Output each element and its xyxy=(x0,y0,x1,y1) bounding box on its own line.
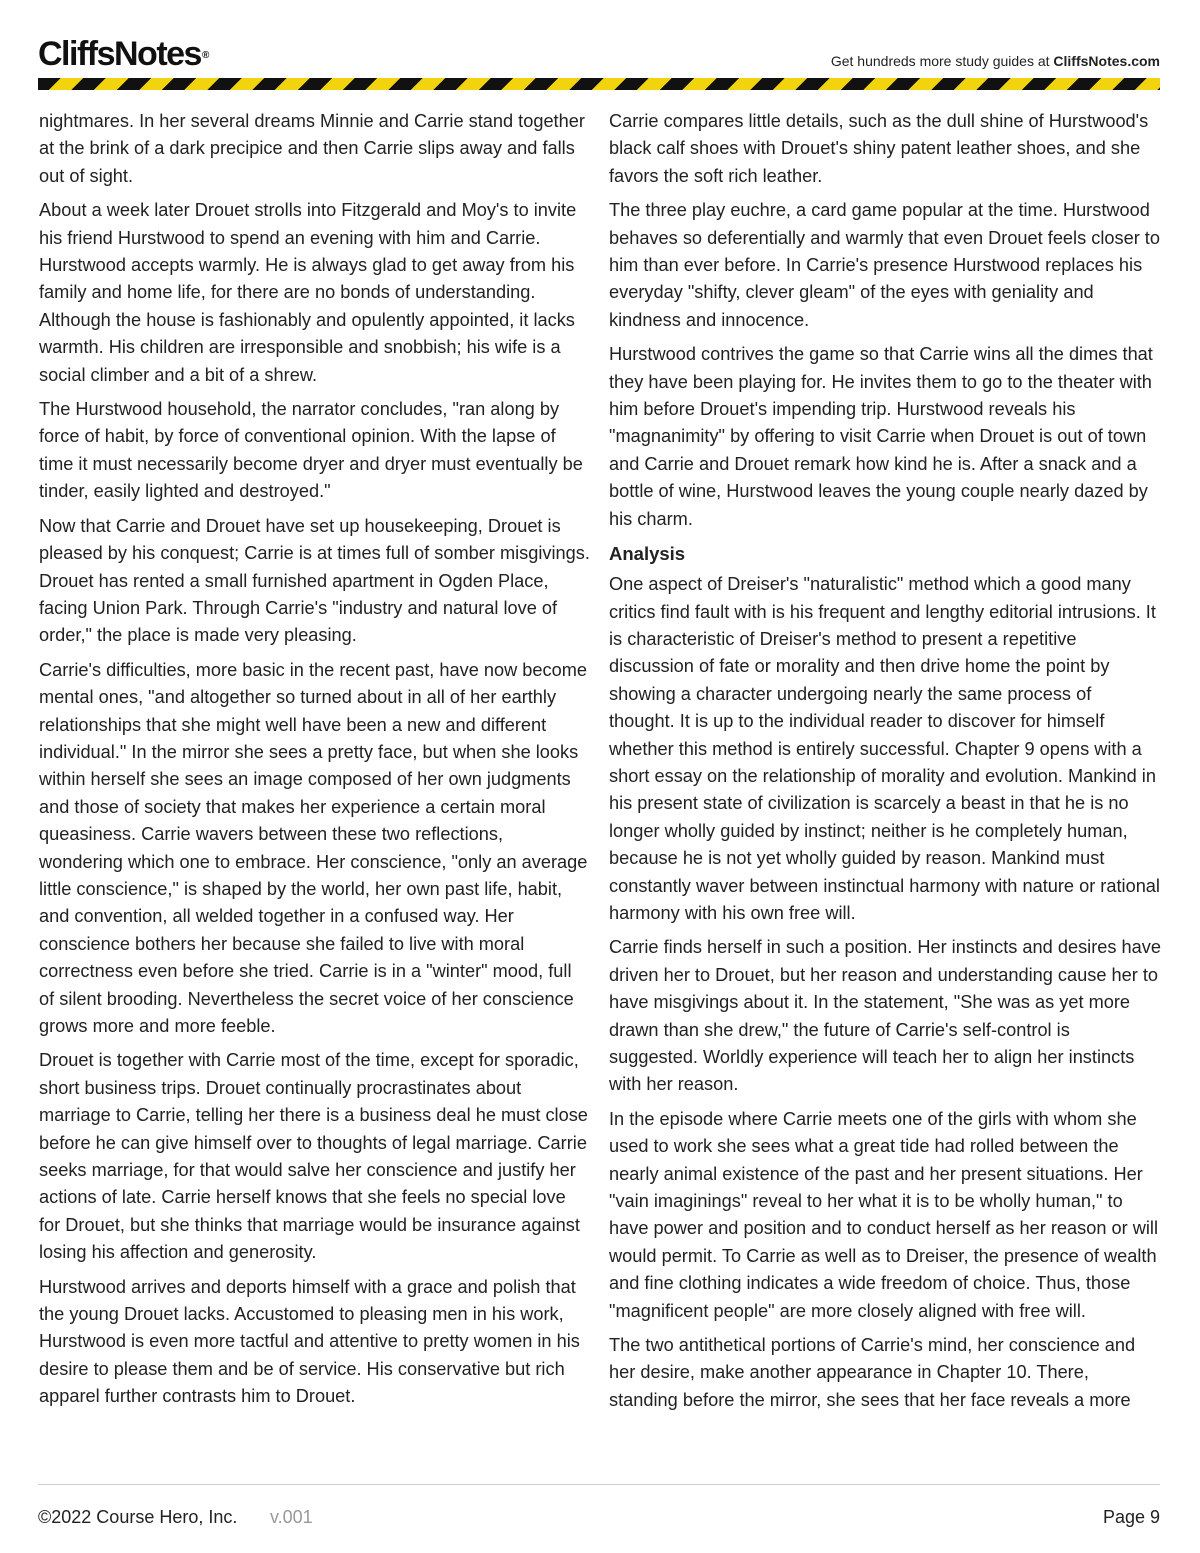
paragraph: The Hurstwood household, the narrator concludes, "ran along by force of habit, by force of conventional opinion. With the lapse of time it must necessarily become dryer and dryer must eventually be tinder, easily lighted and destroyed." xyxy=(39,399,583,502)
footer-divider xyxy=(38,1484,1160,1485)
hazard-stripe-divider xyxy=(38,78,1160,90)
tagline-text: Get hundreds more study guides at xyxy=(830,53,1054,69)
right-column xyxy=(609,108,1161,1421)
left-column xyxy=(39,108,591,1418)
logo-text: CliffsNotes xyxy=(38,35,201,73)
paragraph: Carrie's difficulties, more basic in the recent past, have now become mental ones, "and altogether so turned about in all of her earthly relationships that she might well have been a new and different individual." In the mirror she sees a pretty face, but when she looks within herself she sees an image composed of her own judgments and those of society that makes her experience a certain moral queasiness. Carrie wavers between these two reflections, wondering which one to embrace. Her conscience, "only an average little conscience," is shaped by the world, her own past life, habit, and convention, all welded together in a confused way. Her conscience bothers her because she failed to live with moral correctness even before she tried. Carrie is in a "winter" mood, full of silent brooding. Nevertheless the secret voice of her conscience grows more and more feeble. xyxy=(39,659,588,1036)
paragraph: The two antithetical portions of Carrie's mind, her conscience and her desire, make another appearance in Chapter 10. There, standing before the mirror, she sees that her face reveals a more xyxy=(609,1335,1136,1410)
paragraph: One aspect of Dreiser's "naturalistic" method which a good many critics find fault with is his frequent and lengthy editorial intrusions. It is characteristic of Dreiser's method to present a repetitive discussion of fate or morality and then drive home the point by showing a character undergoing nearly the same process of thought. It is up to the individual reader to discover for himself whether this method is entirely successful. Chapter 9 opens with a short essay on the relationship of morality and evolution. Mankind in his present state of civilization is scarcely a beast in that he is no longer wholly guided by instinct; neither is he completely human, because he is not yet wholly guided by reason. Mankind must constantly waver between instinctual harmony with nature or rational harmony with his own free will. xyxy=(609,574,1160,923)
paragraph: The three play euchre, a card game popular at the time. Hurstwood behaves so deferentially and warmly that even Drouet feels closer to him than ever before. In Carrie's presence Hurstwood replaces his everyday "shifty, clever gleam" of the eyes with geniality and kindness and innocence. xyxy=(609,200,1160,330)
header-tagline xyxy=(831,52,1160,70)
paragraph: Now that Carrie and Drouet have set up housekeeping, Drouet is pleased by his conquest; Carrie is at times full of somber misgivings. Drouet has rented a small furnished apartment in Ogden Place, facing Union Park. Through Carrie's "industry and natural love of order," the place is made very pleasing. xyxy=(39,515,590,646)
paragraph: Carrie compares little details, such as the dull shine of Hurstwood's black calf shoes with Drouet's shiny patent leather shoes, and she favors the soft rich leather. xyxy=(609,111,1149,186)
paragraph: About a week later Drouet strolls into Fitzgerald and Moy's to invite his friend Hurstwood to spend an evening with him and Carrie. Hurstwood accepts warmly. He is always glad to get away from his family and home life, for there are no bonds of understanding. Although the house is fashionably and opulently appointed, it lacks warmth. His children are irresponsible and snobbish; his wife is a social climber and a bit of a shrew. xyxy=(39,200,577,385)
registered-mark: ® xyxy=(201,50,210,61)
page-number: Page 9 xyxy=(1102,1507,1160,1527)
paragraph: In the episode where Carrie meets one of the girls with whom she used to work she sees what a great tide had rolled between the nearly animal existence of the past and her present situations. Her "vain imaginings" reveal to her what it is to be wholly human," to have power and position and to conduct herself as her reason or will would permit. To Carrie as well as to Dreiser, the presence of wealth and fine clothing indicates a wide freedom of choice. Thus, those "magnificent people" are more closely aligned with free will. xyxy=(609,1108,1158,1321)
paragraph: Carrie finds herself in such a position. Her instincts and desires have driven her to Drouet, but her reason and understanding cause her to have misgivings about it. In the statement, "She was as yet more drawn than she drew," the future of Carrie's self-control is suggested. Worldly experience will teach her to align her instincts with her reason. xyxy=(609,937,1161,1095)
paragraph: Drouet is together with Carrie most of the time, except for sporadic, short business trips. Drouet continually procrastinates about marriage to Carrie, telling her there is a business deal he must close before he can give himself over to thoughts of legal marriage. Carrie seeks marriage, for that would salve her conscience and justify her actions of late. Carrie herself knows that she feels no special love for Drouet, but she thinks that marriage would be insurance against losing his affection and generosity. xyxy=(39,1050,588,1263)
analysis-heading: Analysis xyxy=(609,543,686,565)
paragraph: Hurstwood contrives the game so that Carrie wins all the dimes that they have been playing for. He invites them to go to the theater with him before Drouet's impending trip. Hurstwood reveals his "magnanimity" by offering to visit Carrie when Drouet is out of town and Carrie and Drouet remark how kind he is. After a snack and a bottle of wine, Hurstwood leaves the young couple nearly dazed by his charm. xyxy=(609,344,1153,529)
copyright-text: ©2022 Course Hero, Inc. xyxy=(38,1507,238,1527)
paragraph: Hurstwood arrives and deports himself with a grace and polish that the young Drouet lacks. Accustomed to pleasing men in his work, Hurstwood is even more tactful and attentive to pretty women in his desire to please them and be of service. His conservative but rich apparel further contrasts him to Drouet. xyxy=(39,1276,580,1407)
tagline-site-link[interactable]: CliffsNotes.com xyxy=(1053,53,1160,69)
cliffsnotes-logo[interactable] xyxy=(38,36,209,72)
page-footer xyxy=(38,1504,1160,1530)
paragraph: nightmares. In her several dreams Minnie and Carrie stand together at the brink of a dark precipice and then Carrie slips away and falls out of sight. xyxy=(39,111,585,186)
version-label: v.001 xyxy=(270,1507,313,1527)
